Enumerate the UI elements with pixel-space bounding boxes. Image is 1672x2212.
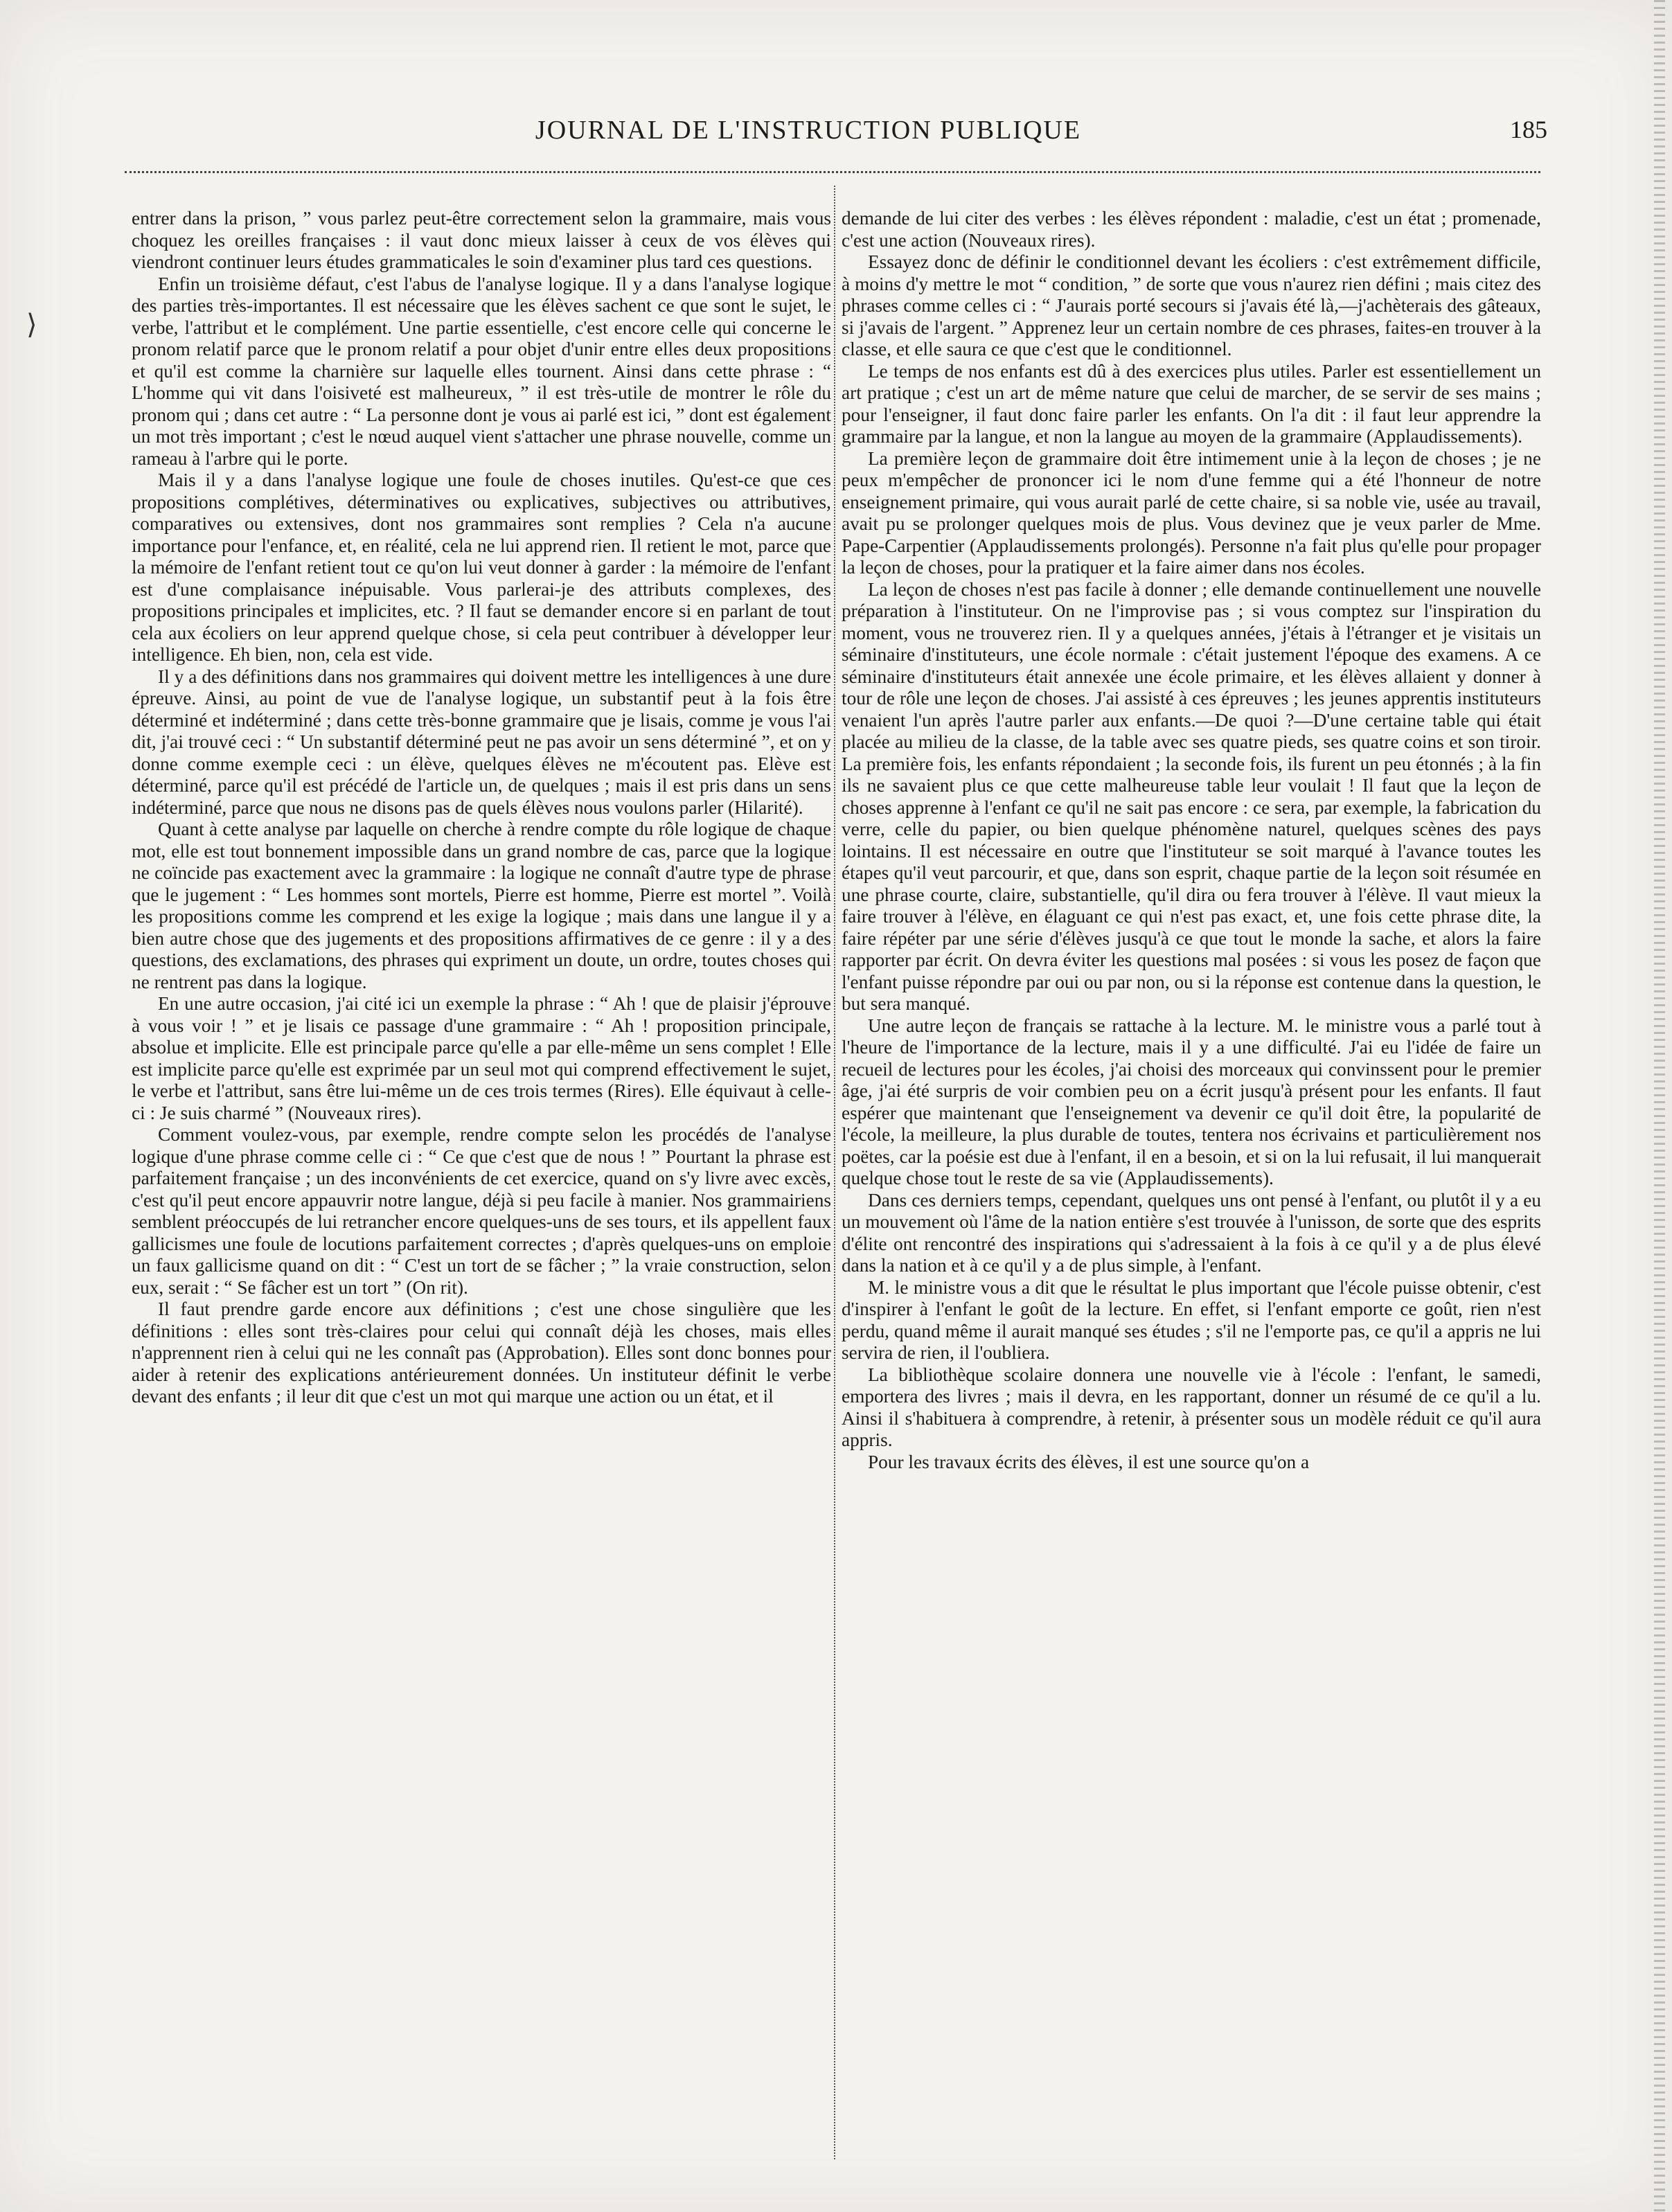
right-column-paragraph: La première leçon de grammaire doit être intimement unie à la leçon de choses ; je ne peux m'empêcher de prononcer ici le nom d'une femme qui a été l'honneur de notre enseignement primaire, qui vous aurait parlé de cette chaire, si sa noble vie, usée au travail, avait pu se prolonger quelques mois de plus. Vous devinez que je veux parler de Mme. Pape-Carpentier (Applaudissements prolongés). Personne n'a fait plus qu'elle pour propager la leçon de choses, pour la pratiquer et la faire aimer dans nos écoles. [842, 447, 1541, 578]
column-divider [834, 186, 835, 2159]
left-column-paragraph: Il faut prendre garde encore aux définitions ; c'est une chose singulière que les définitions : elles sont très-claires pour celui qui connaît déjà les choses, mais elles n'apprennent rien à celui qui ne les connaît pas (Approbation). Elles sont donc bonnes pour aider à retenir des explications antérieurement données. Un instituteur définit le verbe devant des enfants ; il leur dit que c'est un mot qui marque une action ou un état, et il [132, 1299, 831, 1407]
left-column-paragraph: Il y a des définitions dans nos grammaires qui doivent mettre les intelligences à une dure épreuve. Ainsi, au point de vue de l'analyse logique, un substantif peut à la fois être déterminé et indéterminé ; dans cette très-bonne grammaire que je lisais, comme je vous l'ai dit, j'ai trouvé ceci : “ Un substantif déterminé peut ne pas avoir un sens déterminé ”, et on y donne comme exemple ceci : un élève, quelques élèves ne m'écoutent pas. Elève est déterminé, parce qu'il est précédé de l'article un, de quelques ; mais il est pris dans un sens indéterminé, parce que nous ne disons pas de quels élèves nous voulons parler (Hilarité). [132, 666, 831, 818]
page-number: 185 [1510, 116, 1547, 143]
right-column [842, 208, 1541, 2147]
right-column-paragraph: Essayez donc de définir le conditionnel devant les écoliers : c'est extrêmement difficile, à moins d'y mettre le mot “ condition, ” de sorte que vous n'aurez rien défini ; mais citez des phrases comme celles ci : “ J'aurais porté secours si j'avais été là,—j'achèterais des gâteaux, si j'avais de l'argent. ” Apprenez leur un certain nombre de ces phrases, faites-en trouver à la classe, et elle saura ce que c'est que le conditionnel. [842, 251, 1541, 359]
left-column-paragraph: Mais il y a dans l'analyse logique une foule de choses inutiles. Qu'est-ce que ces propositions complétives, déterminatives ou explicatives, subjectives ou attributives, comparatives ou extensives, dont nos grammaires sont remplies ? Cela n'a aucune importance pour l'enfance, et, en réalité, cela ne lui apprend rien. Il retient le mot, parce que la mémoire de l'enfant retient tout ce qu'on lui veut donner à garder : la mémoire de l'enfant est d'une complaisance inépuisable. Vous parlerai-je des attributs complexes, des propositions principales et implicites, etc. ? Il faut se demander encore si en parlant de tout cela aux écoliers on leur apprend quelque chose, si cela peut contribuer à développer leur intelligence. Eh bien, non, cela est vide. [132, 470, 831, 665]
right-column-paragraph: demande de lui citer des verbes : les élèves répondent : maladie, c'est un état ; promenade, c'est une action (Nouveaux rires). [842, 208, 1541, 251]
left-column-paragraph: Quant à cette analyse par laquelle on cherche à rendre compte du rôle logique de chaque mot, elle est tout bonnement impossible dans un grand nombre de cas, parce que la logique ne coïncide pas exactement avec la grammaire : la logique ne connaît d'autre type de phrase que le jugement : “ Les hommes sont mortels, Pierre est homme, Pierre est mortel ”. Voilà les propositions comme les comprend et les exige la logique ; mais dans une langue il y a bien autre chose que des jugements et des propositions affirmatives de ce genre : il y a des questions, des exclamations, des phrases qui expriment un doute, un ordre, toutes choses qui ne rentrent pas dans la logique. [132, 819, 831, 992]
right-column-paragraph: Dans ces derniers temps, cependant, quelques uns ont pensé à l'enfant, ou plutôt il y a eu un mouvement où l'âme de la nation entière s'est trouvée à l'unisson, de sorte que des esprits d'élite ont rencontré des inspirations qui s'adressaient à la fois à ce qu'il y a de plus élevé dans la nation et à ce qu'il y a de plus simple, à l'enfant. [842, 1189, 1541, 1276]
page-header [69, 111, 1547, 159]
right-column-paragraph: La bibliothèque scolaire donnera une nouvelle vie à l'école : l'enfant, le samedi, emportera des livres ; mais il devra, en les rapportant, donner un résumé de ce qu'il a lu. Ainsi il s'habituera à comprendre, à retenir, à présenter sous un modèle réduit ce qu'il aura appris. [842, 1364, 1541, 1450]
header-rule [125, 171, 1540, 173]
right-column-paragraph: Une autre leçon de français se rattache à la lecture. M. le ministre vous a parlé tout à l'heure de l'importance de la lecture, mais il y a une difficulté. J'ai eu l'idée de faire un recueil de lectures pour les écoles, j'ai choisi des morceaux qui convinssent pour le premier âge, j'ai été surpris de voir combien peu on a écrit jusqu'à présent pour les enfants. Il faut espérer que maintenant que l'enseignement va devenir ce qu'il doit être, la popularité de l'école, la meilleure, la plus durable de toutes, tentera nos écrivains et particulièrement nos poëtes, car la poésie est due à l'enfant, il en a besoin, et si on la lui refusait, il lui manquerait quelque chose tout le reste de sa vie (Applaudissements). [842, 1015, 1541, 1188]
left-column-paragraph: Comment voulez-vous, par exemple, rendre compte selon les procédés de l'analyse logique d'une phrase comme celle ci : “ Ce que c'est que de nous ! ” Pourtant la phrase est parfaitement française ; un des inconvénients de cet exercice, quand on s'y livre avec excès, c'est qu'il peut encore appauvrir notre langue, déjà si peu facile à manier. Nos grammairiens semblent préoccupés de lui retrancher encore quelques-uns de ses tours, et ils appellent faux gallicismes une foule de locutions parfaitement correctes ; d'après quelques-uns on emploie un faux gallicisme quand on dit : “ C'est un tort de se fâcher ; ” la vraie construction, selon eux, serait : “ Se fâcher est un tort ” (On rit). [132, 1124, 831, 1298]
left-column-paragraph: En une autre occasion, j'ai cité ici un exemple la phrase : “ Ah ! que de plaisir j'éprouve à vous voir ! ” et je lisais ce passage d'une grammaire : “ Ah ! proposition principale, absolue et implicite. Elle est principale parce qu'elle a par elle-même un sens complet ! Elle est implicite parce qu'elle est exprimée par un seul mot qui comprend effectivement le sujet, le verbe et l'attribut, sans être lui-même un de ces trois termes (Rires). Elle équivaut à celle-ci : Je suis charmé ” (Nouveaux rires). [132, 993, 831, 1123]
margin-mark: ⟩ [26, 309, 37, 340]
running-title: JOURNAL DE L'INSTRUCTION PUBLIQUE [535, 116, 1082, 145]
page-edge-shadow [1654, 0, 1665, 2212]
right-column-paragraph: La leçon de choses n'est pas facile à donner ; elle demande continuellement une nouvelle préparation à l'instituteur. On ne l'improvise pas ; si vous comptez sur l'inspiration du moment, vous ne trouverez rien. Il y a quelques années, j'étais à l'étranger et je visitais un séminaire d'instituteurs, une école normale : c'était justement l'époque des examens. A ce séminaire d'instituteurs était annexée une école primaire, et les élèves allaient y donner à tour de rôle une leçon de choses. J'ai assisté à ces épreuves ; les jeunes apprentis instituteurs venaient l'un après l'autre parler aux enfants.—De quoi ?—D'une certaine table qui était placée au milieu de la classe, de la table avec ses quatre pieds, ses quatre coins et son tiroir. La première fois, les enfants répondaient ; la seconde fois, ils furent un peu étonnés ; à la fin ils ne savaient plus ce que cette malheureuse table leur voulait ! Il faut que la leçon de choses apprenne à l'enfant ce qu'il ne sait pas encore : ce sera, par exemple, la fabrication du verre, celle du papier, ou bien quelque phénomène naturel, quelques scènes des pays lointains. Il est nécessaire en outre que l'instituteur se soit marqué à l'avance toutes les étapes qu'il veut parcourir, et que, dans son esprit, chaque partie de la leçon soit résumée en une phrase courte, claire, substantielle, qu'il dira ou fera trouver à l'élève. Il vaut mieux la faire trouver à l'élève, en élaguant ce qui n'est pas exact, et, une fois cette phrase dite, la faire répéter par une série d'élèves jusqu'à ce que tout le monde la sache, et alors la faire rapporter par écrit. On devra éviter les questions mal posées : si vous les posez de façon que l'enfant puisse répondre par oui ou par non, ou si la réponse est contenue dans la question, le but sera manqué. [842, 578, 1541, 1014]
left-column-paragraph: Enfin un troisième défaut, c'est l'abus de l'analyse logique. Il y a dans l'analyse logique des parties très-importantes. Il est nécessaire que les élèves sachent ce que sont le sujet, le verbe, l'attribut et le complément. Une partie essentielle, c'est encore celle qui concerne le pronom relatif parce que le pronom relatif a pour objet d'unir entre elles deux propositions et qu'il est comme la charnière sur laquelle elles tournent. Ainsi dans cette phrase : “ L'homme qui vit dans l'oisiveté est malheureux, ” il est très-utile de montrer le rôle du pronom qui ; dans cet autre : “ La personne dont je vous ai parlé est ici, ” dont est également un mot très important ; c'est le nœud auquel vient s'attacher une phrase nouvelle, comme un rameau à l'arbre qui le porte. [132, 273, 831, 469]
left-column-paragraph: entrer dans la prison, ” vous parlez peut-être correctement selon la grammaire, mais vous choquez les oreilles françaises : il vaut donc mieux laisser à ceux de vos élèves qui viendront continuer leurs études grammaticales le soin d'examiner plus tard ces questions. [132, 208, 831, 272]
right-column-paragraph: M. le ministre vous a dit que le résultat le plus important que l'école puisse obtenir, c'est d'inspirer à l'enfant le goût de la lecture. En effet, si l'enfant emporte ce goût, rien n'est perdu, quand même il aurait manqué ses études ; s'il ne l'emporte pas, ce qu'il a appris ne lui servira de rien, il l'oubliera. [842, 1276, 1541, 1363]
left-column [132, 208, 831, 2147]
right-column-paragraph: Pour les travaux écrits des élèves, il est une source qu'on a [868, 1451, 1310, 1472]
right-column-paragraph: Le temps de nos enfants est dû à des exercices plus utiles. Parler est essentiellement un art pratique ; c'est un art de même nature que celui de marcher, de se servir de ses mains ; pour l'enseigner, il faut donc faire parler les enfants. On l'a dit : il faut leur apprendre la grammaire par la langue, et non la langue au moyen de la grammaire (Applaudissements). [842, 360, 1541, 447]
